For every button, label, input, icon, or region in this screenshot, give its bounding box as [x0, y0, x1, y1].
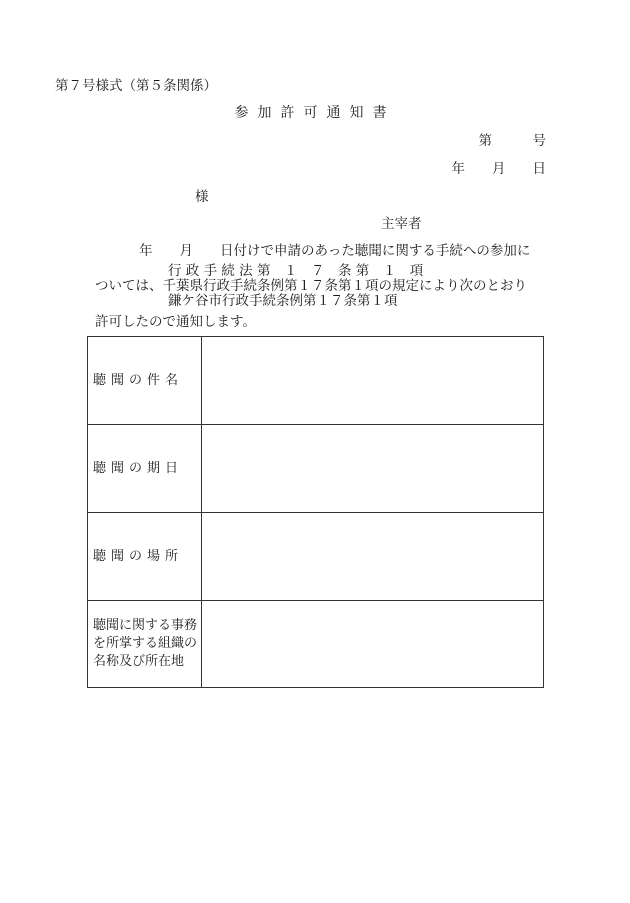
table-row — [88, 425, 544, 513]
table-row — [88, 337, 544, 425]
addressee: 様 — [195, 189, 209, 205]
table-row — [88, 601, 544, 688]
hearing-details-table — [87, 336, 544, 688]
table-row — [88, 513, 544, 601]
row-value[interactable] — [202, 513, 544, 601]
body-line-2: ついては、千葉県行政手続条例第１７条第１項の規定により次のとおり — [95, 278, 527, 294]
document-title: 参加許可通知書 — [234, 105, 396, 121]
row-label: 聴聞の件名 — [88, 337, 202, 425]
row-value[interactable] — [202, 601, 544, 688]
issue-date: 年 月 日 — [451, 161, 546, 177]
row-value[interactable] — [202, 425, 544, 513]
law-option-admin-procedure-act: 行 政 手 続 法 第 １ ７ 条 第 １ 項 — [168, 263, 424, 279]
row-label: 聴聞の場所 — [88, 513, 202, 601]
row-value[interactable] — [202, 337, 544, 425]
law-option-city-ordinance: 鎌ケ谷市行政手続条例第１７条第１項 — [168, 293, 398, 309]
form-number: 第７号様式（第５条関係） — [55, 78, 217, 94]
body-line-3: 許可したので通知します。 — [95, 314, 256, 330]
document-number: 第 号 — [478, 133, 546, 149]
body-line-1: 年 月 日付けで申請のあった聴聞に関する手続への参加に — [139, 243, 531, 259]
row-label: 聴聞の期日 — [88, 425, 202, 513]
row-label: 聴聞に関する事務を所掌する組織の名称及び所在地 — [88, 601, 202, 688]
sponsor: 主宰者 — [381, 216, 422, 232]
